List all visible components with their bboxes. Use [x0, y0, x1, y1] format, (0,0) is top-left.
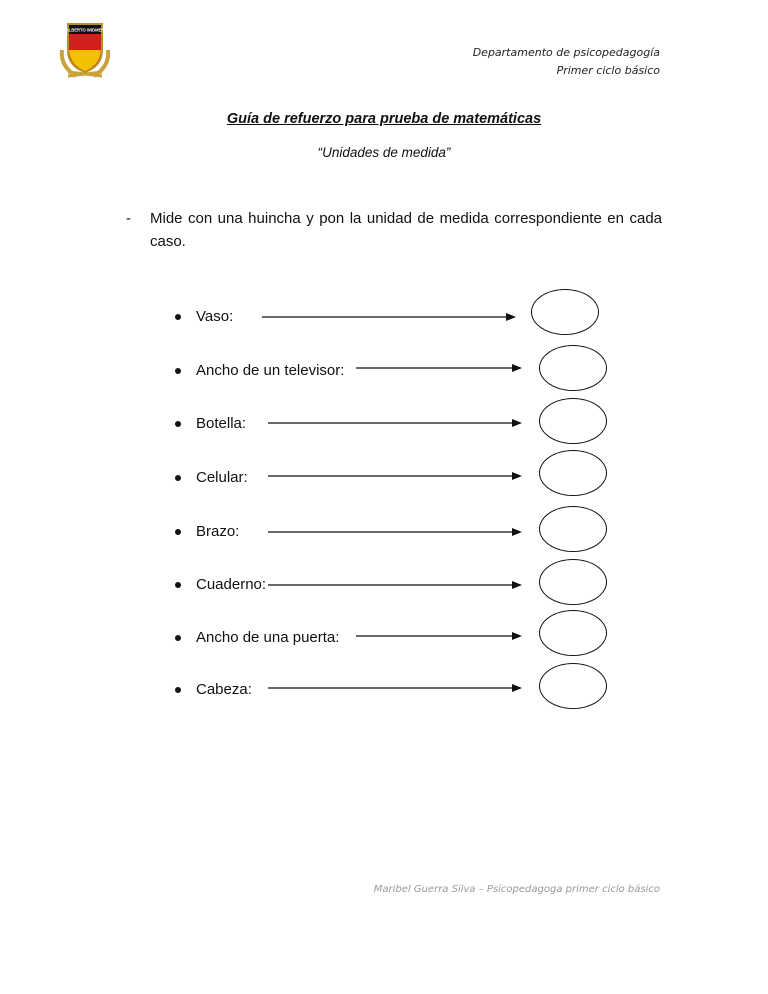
svg-text:ALBERTO WIDMER: ALBERTO WIDMER	[65, 27, 105, 33]
list-item	[0, 359, 768, 389]
arrow-icon	[0, 466, 768, 496]
answer-circle[interactable]	[539, 610, 607, 656]
item-label: Ancho de una puerta:	[196, 629, 340, 646]
school-crest-logo	[54, 20, 116, 82]
page-title: Guía de refuerzo para prueba de matemáticas	[226, 111, 542, 127]
list-item	[0, 466, 768, 496]
arrow-icon	[0, 359, 768, 389]
answer-circle[interactable]	[539, 450, 607, 496]
arrow-icon	[0, 412, 768, 442]
cycle-name: Primer ciclo básico	[556, 64, 660, 77]
list-item	[0, 626, 768, 656]
item-label: Celular:	[196, 469, 248, 486]
page-subtitle: “Unidades de medida”	[317, 145, 451, 160]
arrow-icon	[0, 573, 768, 603]
page-footer: Maribel Guerra Silva – Psicopedagoga primer ciclo básico	[373, 884, 660, 895]
arrow-icon	[0, 305, 768, 335]
header-department	[473, 44, 660, 80]
list-item	[0, 678, 768, 708]
item-label: Botella:	[196, 415, 247, 432]
list-item	[0, 520, 768, 550]
instruction-text: Mide con una huincha y pon la unidad de medida correspondiente en cada caso.	[150, 210, 662, 250]
arrow-icon	[0, 678, 768, 708]
answer-circle[interactable]	[539, 345, 607, 391]
item-label: Ancho de un televisor:	[196, 362, 345, 379]
instruction	[126, 207, 662, 253]
answer-circle[interactable]	[539, 559, 607, 605]
list-item	[0, 305, 768, 335]
item-label: Brazo:	[196, 523, 240, 540]
answer-circle[interactable]	[539, 398, 607, 444]
item-label: Cabeza:	[196, 681, 252, 698]
list-item	[0, 412, 768, 442]
arrow-icon	[0, 520, 768, 550]
answer-circle[interactable]	[539, 506, 607, 552]
item-label: Cuaderno:	[196, 576, 267, 593]
instruction-dash: -	[126, 210, 131, 227]
list-item	[0, 573, 768, 603]
answer-circle[interactable]	[539, 663, 607, 709]
department-name: Departamento de psicopedagogía	[472, 46, 660, 59]
item-label: Vaso:	[196, 308, 234, 325]
arrow-icon	[0, 626, 768, 656]
answer-circle[interactable]	[531, 289, 599, 335]
